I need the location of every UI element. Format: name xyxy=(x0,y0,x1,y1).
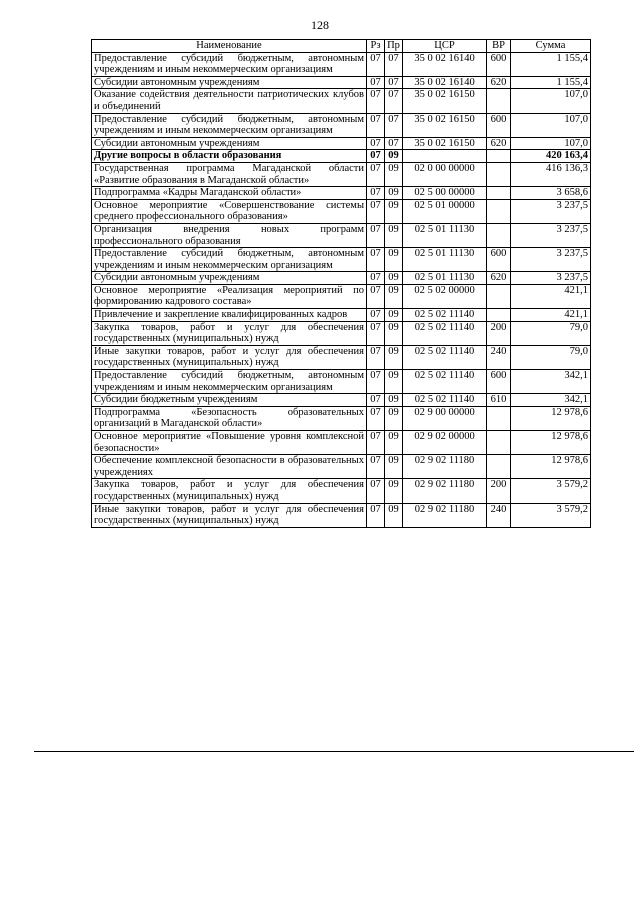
cell-csr: 35 0 02 16150 xyxy=(403,137,487,150)
table-row xyxy=(92,431,591,455)
table-row xyxy=(92,479,591,503)
cell-pr: 09 xyxy=(385,272,403,285)
cell-csr: 02 9 02 11180 xyxy=(403,503,487,527)
cell-csr: 02 9 02 11180 xyxy=(403,479,487,503)
cell-pr: 07 xyxy=(385,89,403,113)
cell-pr: 09 xyxy=(385,406,403,430)
cell-csr: 02 5 01 11130 xyxy=(403,272,487,285)
cell-pr: 09 xyxy=(385,370,403,394)
cell-name: Организация внедрения новых программ профессионального образования xyxy=(92,223,367,247)
cell-pr: 09 xyxy=(385,187,403,200)
cell-pr: 09 xyxy=(385,431,403,455)
cell-vr: 600 xyxy=(487,370,511,394)
footer-divider xyxy=(34,751,634,752)
cell-sum: 107,0 xyxy=(511,113,591,137)
table-row xyxy=(92,162,591,186)
cell-vr: 620 xyxy=(487,272,511,285)
table-row xyxy=(92,284,591,308)
cell-rz: 07 xyxy=(367,76,385,89)
cell-rz: 07 xyxy=(367,394,385,407)
cell-csr: 35 0 02 16140 xyxy=(403,76,487,89)
cell-csr: 02 5 02 11140 xyxy=(403,370,487,394)
cell-name: Основное мероприятие «Реализация мероприятий по формированию кадрового состава» xyxy=(92,284,367,308)
table-row xyxy=(92,187,591,200)
cell-sum: 12 978,6 xyxy=(511,455,591,479)
cell-sum: 3 579,2 xyxy=(511,503,591,527)
cell-name: Закупка товаров, работ и услуг для обеспечения государственных (муниципальных) нужд xyxy=(92,479,367,503)
cell-vr xyxy=(487,406,511,430)
cell-csr: 02 9 00 00000 xyxy=(403,406,487,430)
table-row xyxy=(92,113,591,137)
cell-name: Субсидии бюджетным учреждениям xyxy=(92,394,367,407)
cell-pr: 09 xyxy=(385,455,403,479)
cell-rz: 07 xyxy=(367,309,385,322)
cell-name: Другие вопросы в области образования xyxy=(92,150,367,163)
cell-sum: 416 136,3 xyxy=(511,162,591,186)
cell-rz: 07 xyxy=(367,89,385,113)
cell-name: Предоставление субсидий бюджетным, автономным учреждениям и иным некоммерческим организациям xyxy=(92,370,367,394)
table-row xyxy=(92,150,591,163)
page-number: 128 xyxy=(311,18,329,32)
cell-name: Иные закупки товаров, работ и услуг для обеспечения государственных (муниципальных) нужд xyxy=(92,503,367,527)
cell-rz: 07 xyxy=(367,137,385,150)
cell-csr: 02 5 02 11140 xyxy=(403,345,487,369)
table-row xyxy=(92,345,591,369)
table-row xyxy=(92,89,591,113)
table-row xyxy=(92,76,591,89)
cell-name: Оказание содействия деятельности патриотических клубов и объединений xyxy=(92,89,367,113)
cell-name: Предоставление субсидий бюджетным, автономным учреждениям и иным некоммерческим организациям xyxy=(92,113,367,137)
table-row xyxy=(92,248,591,272)
cell-sum: 3 237,5 xyxy=(511,223,591,247)
cell-sum: 79,0 xyxy=(511,345,591,369)
cell-name: Привлечение и закрепление квалифицированных кадров xyxy=(92,309,367,322)
cell-vr: 620 xyxy=(487,137,511,150)
budget-table xyxy=(91,39,591,528)
cell-csr xyxy=(403,150,487,163)
cell-rz: 07 xyxy=(367,321,385,345)
cell-vr xyxy=(487,150,511,163)
cell-name: Субсидии автономным учреждениям xyxy=(92,137,367,150)
cell-name: Обеспечение комплексной безопасности в образовательных учреждениях xyxy=(92,455,367,479)
cell-sum: 3 658,6 xyxy=(511,187,591,200)
cell-csr: 02 9 02 00000 xyxy=(403,431,487,455)
cell-name: Основное мероприятие «Совершенствование системы среднего профессионального образования» xyxy=(92,199,367,223)
cell-name: Иные закупки товаров, работ и услуг для обеспечения государственных (муниципальных) нужд xyxy=(92,345,367,369)
cell-rz: 07 xyxy=(367,503,385,527)
cell-rz: 07 xyxy=(367,52,385,76)
cell-pr: 09 xyxy=(385,394,403,407)
cell-sum: 3 579,2 xyxy=(511,479,591,503)
cell-pr: 09 xyxy=(385,284,403,308)
cell-csr: 35 0 02 16150 xyxy=(403,89,487,113)
cell-csr: 35 0 02 16150 xyxy=(403,113,487,137)
cell-vr: 600 xyxy=(487,113,511,137)
table-row xyxy=(92,455,591,479)
cell-sum: 421,1 xyxy=(511,309,591,322)
cell-name: Основное мероприятие «Повышение уровня комплексной безопасности» xyxy=(92,431,367,455)
cell-sum: 421,1 xyxy=(511,284,591,308)
cell-sum: 420 163,4 xyxy=(511,150,591,163)
cell-csr: 02 5 01 11130 xyxy=(403,248,487,272)
cell-sum: 12 978,6 xyxy=(511,431,591,455)
cell-name: Предоставление субсидий бюджетным, автономным учреждениям и иным некоммерческим организациям xyxy=(92,248,367,272)
cell-name: Закупка товаров, работ и услуг для обеспечения государственных (муниципальных) нужд xyxy=(92,321,367,345)
cell-sum: 12 978,6 xyxy=(511,406,591,430)
cell-sum: 1 155,4 xyxy=(511,76,591,89)
cell-vr: 200 xyxy=(487,321,511,345)
table-row xyxy=(92,394,591,407)
table-row xyxy=(92,272,591,285)
cell-sum: 79,0 xyxy=(511,321,591,345)
cell-name: Государственная программа Магаданской области «Развитие образования в Магаданской области» xyxy=(92,162,367,186)
table-row xyxy=(92,199,591,223)
cell-vr: 200 xyxy=(487,479,511,503)
cell-rz: 07 xyxy=(367,406,385,430)
cell-vr xyxy=(487,89,511,113)
cell-name: Подпрограмма «Кадры Магаданской области» xyxy=(92,187,367,200)
cell-rz: 07 xyxy=(367,431,385,455)
table-row xyxy=(92,52,591,76)
cell-csr: 02 5 02 11140 xyxy=(403,394,487,407)
cell-sum: 342,1 xyxy=(511,370,591,394)
cell-csr: 02 5 02 11140 xyxy=(403,321,487,345)
cell-vr xyxy=(487,162,511,186)
cell-vr: 600 xyxy=(487,52,511,76)
cell-pr: 09 xyxy=(385,479,403,503)
cell-csr: 02 5 02 11140 xyxy=(403,309,487,322)
table-body xyxy=(92,52,591,527)
cell-pr: 09 xyxy=(385,199,403,223)
cell-rz: 07 xyxy=(367,284,385,308)
cell-sum: 3 237,5 xyxy=(511,272,591,285)
header-name: Наименование xyxy=(92,40,367,53)
cell-rz: 07 xyxy=(367,199,385,223)
cell-vr xyxy=(487,199,511,223)
cell-pr: 09 xyxy=(385,345,403,369)
cell-vr xyxy=(487,431,511,455)
cell-name: Субсидии автономным учреждениям xyxy=(92,76,367,89)
table-row xyxy=(92,370,591,394)
cell-pr: 09 xyxy=(385,309,403,322)
cell-sum: 107,0 xyxy=(511,137,591,150)
cell-pr: 09 xyxy=(385,162,403,186)
cell-csr: 02 9 02 11180 xyxy=(403,455,487,479)
cell-pr: 09 xyxy=(385,223,403,247)
header-csr: ЦСР xyxy=(403,40,487,53)
table-row xyxy=(92,321,591,345)
table-row xyxy=(92,309,591,322)
cell-vr: 610 xyxy=(487,394,511,407)
cell-pr: 07 xyxy=(385,52,403,76)
cell-vr: 240 xyxy=(487,503,511,527)
cell-name: Субсидии автономным учреждениям xyxy=(92,272,367,285)
header-rz: Рз xyxy=(367,40,385,53)
header-sum: Сумма xyxy=(511,40,591,53)
cell-vr xyxy=(487,187,511,200)
cell-vr xyxy=(487,223,511,247)
cell-rz: 07 xyxy=(367,150,385,163)
cell-rz: 07 xyxy=(367,248,385,272)
cell-vr: 620 xyxy=(487,76,511,89)
cell-pr: 09 xyxy=(385,248,403,272)
cell-rz: 07 xyxy=(367,455,385,479)
cell-csr: 02 0 00 00000 xyxy=(403,162,487,186)
cell-csr: 35 0 02 16140 xyxy=(403,52,487,76)
table-header-row xyxy=(92,40,591,53)
table-row xyxy=(92,223,591,247)
cell-rz: 07 xyxy=(367,345,385,369)
table-row xyxy=(92,406,591,430)
cell-vr xyxy=(487,309,511,322)
cell-sum: 3 237,5 xyxy=(511,248,591,272)
cell-sum: 1 155,4 xyxy=(511,52,591,76)
table-row xyxy=(92,137,591,150)
cell-pr: 09 xyxy=(385,150,403,163)
cell-rz: 07 xyxy=(367,187,385,200)
cell-csr: 02 5 00 00000 xyxy=(403,187,487,200)
cell-rz: 07 xyxy=(367,223,385,247)
table-row xyxy=(92,503,591,527)
cell-csr: 02 5 02 00000 xyxy=(403,284,487,308)
cell-rz: 07 xyxy=(367,162,385,186)
header-vr: ВР xyxy=(487,40,511,53)
cell-csr: 02 5 01 11130 xyxy=(403,223,487,247)
cell-sum: 3 237,5 xyxy=(511,199,591,223)
cell-name: Подпрограмма «Безопасность образовательных организаций в Магаданской области» xyxy=(92,406,367,430)
cell-vr xyxy=(487,284,511,308)
header-pr: Пр xyxy=(385,40,403,53)
cell-vr: 240 xyxy=(487,345,511,369)
cell-vr: 600 xyxy=(487,248,511,272)
cell-sum: 107,0 xyxy=(511,89,591,113)
cell-csr: 02 5 01 00000 xyxy=(403,199,487,223)
cell-pr: 09 xyxy=(385,503,403,527)
cell-pr: 09 xyxy=(385,321,403,345)
cell-pr: 07 xyxy=(385,113,403,137)
cell-pr: 07 xyxy=(385,76,403,89)
cell-rz: 07 xyxy=(367,370,385,394)
cell-vr xyxy=(487,455,511,479)
cell-rz: 07 xyxy=(367,113,385,137)
cell-rz: 07 xyxy=(367,272,385,285)
cell-sum: 342,1 xyxy=(511,394,591,407)
cell-pr: 07 xyxy=(385,137,403,150)
cell-name: Предоставление субсидий бюджетным, автономным учреждениям и иным некоммерческим организациям xyxy=(92,52,367,76)
cell-rz: 07 xyxy=(367,479,385,503)
